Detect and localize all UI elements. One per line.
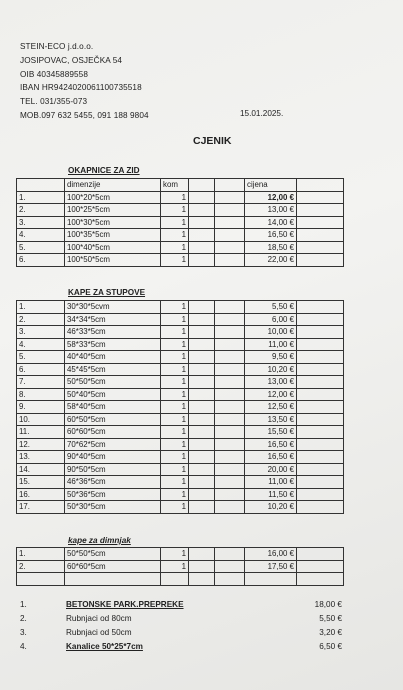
empty-cell [215,229,245,242]
header-cell [297,179,344,192]
row-quantity: 1 [161,313,189,326]
row-price: 12,50 € [245,401,297,414]
empty-cell [215,241,245,254]
document-date: 15.01.2025. [240,109,284,118]
empty-cell [297,363,344,376]
header-cell [17,179,65,192]
empty-cell [189,301,215,314]
empty-cell [215,338,245,351]
row-price: 9,50 € [245,351,297,364]
row-price: 13,00 € [245,376,297,389]
row-dimension: 100*35*5cm [65,229,161,242]
row-dimension: 30*30*5cvm [65,301,161,314]
table-row [17,501,344,514]
row-number: 5. [17,351,65,364]
empty-cell [65,573,161,586]
empty-cell [189,204,215,217]
empty-cell [215,301,245,314]
table-row [17,229,344,242]
company-mob: MOB.097 632 5455, 091 188 9804 [20,110,149,120]
empty-cell [215,204,245,217]
empty-cell [297,229,344,242]
row-dimension: 100*40*5cm [65,241,161,254]
company-iban: IBAN HR9424020061100735518 [20,83,142,93]
empty-cell [215,313,245,326]
table-row [17,376,344,389]
table-row [17,451,344,464]
table-row [17,463,344,476]
table-row [17,548,344,561]
empty-cell [189,426,215,439]
empty-cell [215,476,245,489]
row-price: 5,50 € [245,301,297,314]
list-item-price: 5,50 € [319,614,342,623]
list-item-price: 18,00 € [314,600,342,609]
list-item-desc: Kanalice 50*25*7cm [66,642,143,651]
section-heading-kape-stupove: KAPE ZA STUPOVE [68,288,146,297]
empty-cell [189,338,215,351]
row-number: 15. [17,476,65,489]
row-price: 13,50 € [245,413,297,426]
table-row [17,401,344,414]
empty-cell [245,573,297,586]
row-quantity: 1 [161,363,189,376]
row-quantity: 1 [161,451,189,464]
empty-cell [189,476,215,489]
table-row [17,204,344,217]
row-number: 6. [17,363,65,376]
table-row [17,254,344,267]
empty-cell [297,388,344,401]
empty-cell [297,488,344,501]
row-number: 10. [17,413,65,426]
table-row [17,338,344,351]
empty-cell [297,338,344,351]
row-number: 4. [17,338,65,351]
row-quantity: 1 [161,338,189,351]
row-number: 9. [17,401,65,414]
empty-cell [189,451,215,464]
empty-cell [215,351,245,364]
row-number: 7. [17,376,65,389]
row-price: 16,50 € [245,451,297,464]
list-item-number: 4. [20,642,27,651]
table-row [17,413,344,426]
row-number: 2. [17,560,65,573]
row-quantity: 1 [161,413,189,426]
table-row [17,313,344,326]
empty-cell [189,488,215,501]
row-price: 16,00 € [245,548,297,561]
empty-cell [297,313,344,326]
okapnice-table [16,178,344,267]
empty-cell [297,216,344,229]
row-dimension: 100*50*5cm [65,254,161,267]
header-cell [215,179,245,192]
empty-cell [215,488,245,501]
table-row [17,301,344,314]
header-cijena: cijena [245,179,297,192]
empty-cell [297,560,344,573]
row-price: 10,20 € [245,501,297,514]
empty-cell [189,463,215,476]
table-row [17,326,344,339]
empty-cell [161,573,189,586]
row-dimension: 100*30*5cm [65,216,161,229]
section-heading-kape-dimnjak: kape za dimnjak [68,536,131,545]
empty-cell [189,363,215,376]
row-dimension: 90*50*5cm [65,463,161,476]
table-row [17,488,344,501]
list-item-number: 2. [20,614,27,623]
row-dimension: 50*30*5cm [65,501,161,514]
row-price: 12,00 € [245,191,297,204]
empty-cell [297,376,344,389]
table-row [17,216,344,229]
row-price: 17,50 € [245,560,297,573]
row-dimension: 45*45*5cm [65,363,161,376]
empty-cell [189,560,215,573]
row-price: 20,00 € [245,463,297,476]
row-number: 2. [17,313,65,326]
row-dimension: 50*40*5cm [65,388,161,401]
empty-cell [215,376,245,389]
row-price: 10,20 € [245,363,297,376]
row-dimension: 50*50*5cm [65,376,161,389]
row-quantity: 1 [161,351,189,364]
row-dimension: 46*33*5cm [65,326,161,339]
row-price: 16,50 € [245,438,297,451]
section-heading-okapnice: OKAPNICE ZA ZID [68,166,140,175]
empty-cell [297,413,344,426]
table-header-row [17,179,344,192]
row-number: 8. [17,388,65,401]
empty-cell [297,548,344,561]
empty-cell [215,573,245,586]
empty-cell [215,438,245,451]
table-row [17,426,344,439]
table-row [17,191,344,204]
row-dimension: 100*25*5cm [65,204,161,217]
empty-cell [215,548,245,561]
empty-cell [297,463,344,476]
empty-cell [189,548,215,561]
empty-cell [297,326,344,339]
empty-cell [297,426,344,439]
empty-cell [189,376,215,389]
list-item-number: 1. [20,600,27,609]
row-quantity: 1 [161,241,189,254]
empty-cell [215,216,245,229]
row-quantity: 1 [161,463,189,476]
row-quantity: 1 [161,376,189,389]
empty-cell [189,191,215,204]
row-quantity: 1 [161,204,189,217]
row-dimension: 40*40*5cm [65,351,161,364]
company-oib: OIB 40345889558 [20,69,88,79]
row-number: 14. [17,463,65,476]
list-item [20,642,342,654]
table-row [17,351,344,364]
empty-cell [215,388,245,401]
empty-cell [215,254,245,267]
row-dimension: 50*36*5cm [65,488,161,501]
row-price: 18,50 € [245,241,297,254]
row-quantity: 1 [161,388,189,401]
empty-cell [215,560,245,573]
row-quantity: 1 [161,488,189,501]
empty-cell [189,388,215,401]
list-item-price: 6,50 € [319,642,342,651]
row-dimension: 58*40*5cm [65,401,161,414]
empty-cell [215,426,245,439]
header-kom: kom [161,179,189,192]
table-row [17,388,344,401]
row-quantity: 1 [161,254,189,267]
row-dimension: 34*34*5cm [65,313,161,326]
row-quantity: 1 [161,501,189,514]
empty-cell [297,204,344,217]
row-dimension: 90*40*5cm [65,451,161,464]
empty-cell [189,438,215,451]
empty-cell [215,363,245,376]
row-quantity: 1 [161,229,189,242]
list-item-price: 3,20 € [319,628,342,637]
list-item-desc: BETONSKE PARK.PREPREKE [66,600,184,609]
row-price: 11,50 € [245,488,297,501]
row-number: 11. [17,426,65,439]
row-quantity: 1 [161,401,189,414]
document-title: CJENIK [193,135,232,147]
row-dimension: 60*50*5cm [65,413,161,426]
empty-cell [215,501,245,514]
row-price: 11,00 € [245,476,297,489]
empty-cell [297,254,344,267]
header-cell [189,179,215,192]
row-number: 3. [17,216,65,229]
row-price: 12,00 € [245,388,297,401]
row-number: 2. [17,204,65,217]
row-number: 1. [17,191,65,204]
empty-cell [215,401,245,414]
list-item [20,600,342,612]
row-price: 22,00 € [245,254,297,267]
empty-cell [189,401,215,414]
company-info [20,40,149,123]
empty-cell [297,451,344,464]
row-quantity: 1 [161,438,189,451]
row-number: 13. [17,451,65,464]
empty-cell [297,401,344,414]
row-quantity: 1 [161,326,189,339]
table-row [17,363,344,376]
row-dimension: 70*62*5cm [65,438,161,451]
empty-cell [189,313,215,326]
row-price: 14,00 € [245,216,297,229]
company-tel: TEL. 031/355-073 [20,97,88,107]
row-number: 16. [17,488,65,501]
row-quantity: 1 [161,301,189,314]
row-quantity: 1 [161,548,189,561]
row-price: 16,50 € [245,229,297,242]
row-dimension: 60*60*5cm [65,560,161,573]
table-row [17,241,344,254]
row-number: 4. [17,229,65,242]
kape-stupove-table [16,300,344,514]
empty-cell [189,326,215,339]
empty-cell [215,326,245,339]
empty-cell [297,301,344,314]
empty-row [17,573,344,586]
list-item [20,614,342,626]
empty-cell [215,463,245,476]
company-name: STEIN-ECO j.d.o.o. [20,42,94,51]
row-price: 11,00 € [245,338,297,351]
row-number: 12. [17,438,65,451]
row-quantity: 1 [161,560,189,573]
table-row [17,560,344,573]
empty-cell [189,229,215,242]
empty-cell [189,351,215,364]
empty-cell [189,501,215,514]
row-number: 1. [17,301,65,314]
empty-cell [297,438,344,451]
empty-cell [189,573,215,586]
empty-cell [297,351,344,364]
empty-cell [297,476,344,489]
row-dimension: 100*20*5cm [65,191,161,204]
empty-cell [189,216,215,229]
list-item-number: 3. [20,628,27,637]
kape-dimnjak-table [16,547,344,586]
row-dimension: 58*33*5cm [65,338,161,351]
empty-cell [215,191,245,204]
row-price: 13,00 € [245,204,297,217]
empty-cell [297,573,344,586]
row-number: 17. [17,501,65,514]
empty-cell [297,241,344,254]
row-price: 10,00 € [245,326,297,339]
row-number: 1. [17,548,65,561]
row-price: 6,00 € [245,313,297,326]
row-number: 3. [17,326,65,339]
row-dimension: 60*60*5cm [65,426,161,439]
row-number: 6. [17,254,65,267]
row-number: 5. [17,241,65,254]
header-dimenzije: dimenzije [65,179,161,192]
row-quantity: 1 [161,426,189,439]
row-dimension: 50*50*5cm [65,548,161,561]
empty-cell [297,191,344,204]
empty-cell [17,573,65,586]
row-dimension: 46*36*5cm [65,476,161,489]
empty-cell [189,254,215,267]
row-quantity: 1 [161,216,189,229]
empty-cell [189,413,215,426]
empty-cell [189,241,215,254]
table-row [17,476,344,489]
company-address: JOSIPOVAC, OSJEČKA 54 [20,55,123,65]
row-quantity: 1 [161,191,189,204]
list-item-desc: Rubnjaci od 80cm [66,614,132,623]
empty-cell [297,501,344,514]
list-item [20,628,342,640]
row-quantity: 1 [161,476,189,489]
empty-cell [215,413,245,426]
row-price: 15,50 € [245,426,297,439]
empty-cell [215,451,245,464]
table-row [17,438,344,451]
list-item-desc: Rubnjaci od 50cm [66,628,132,637]
